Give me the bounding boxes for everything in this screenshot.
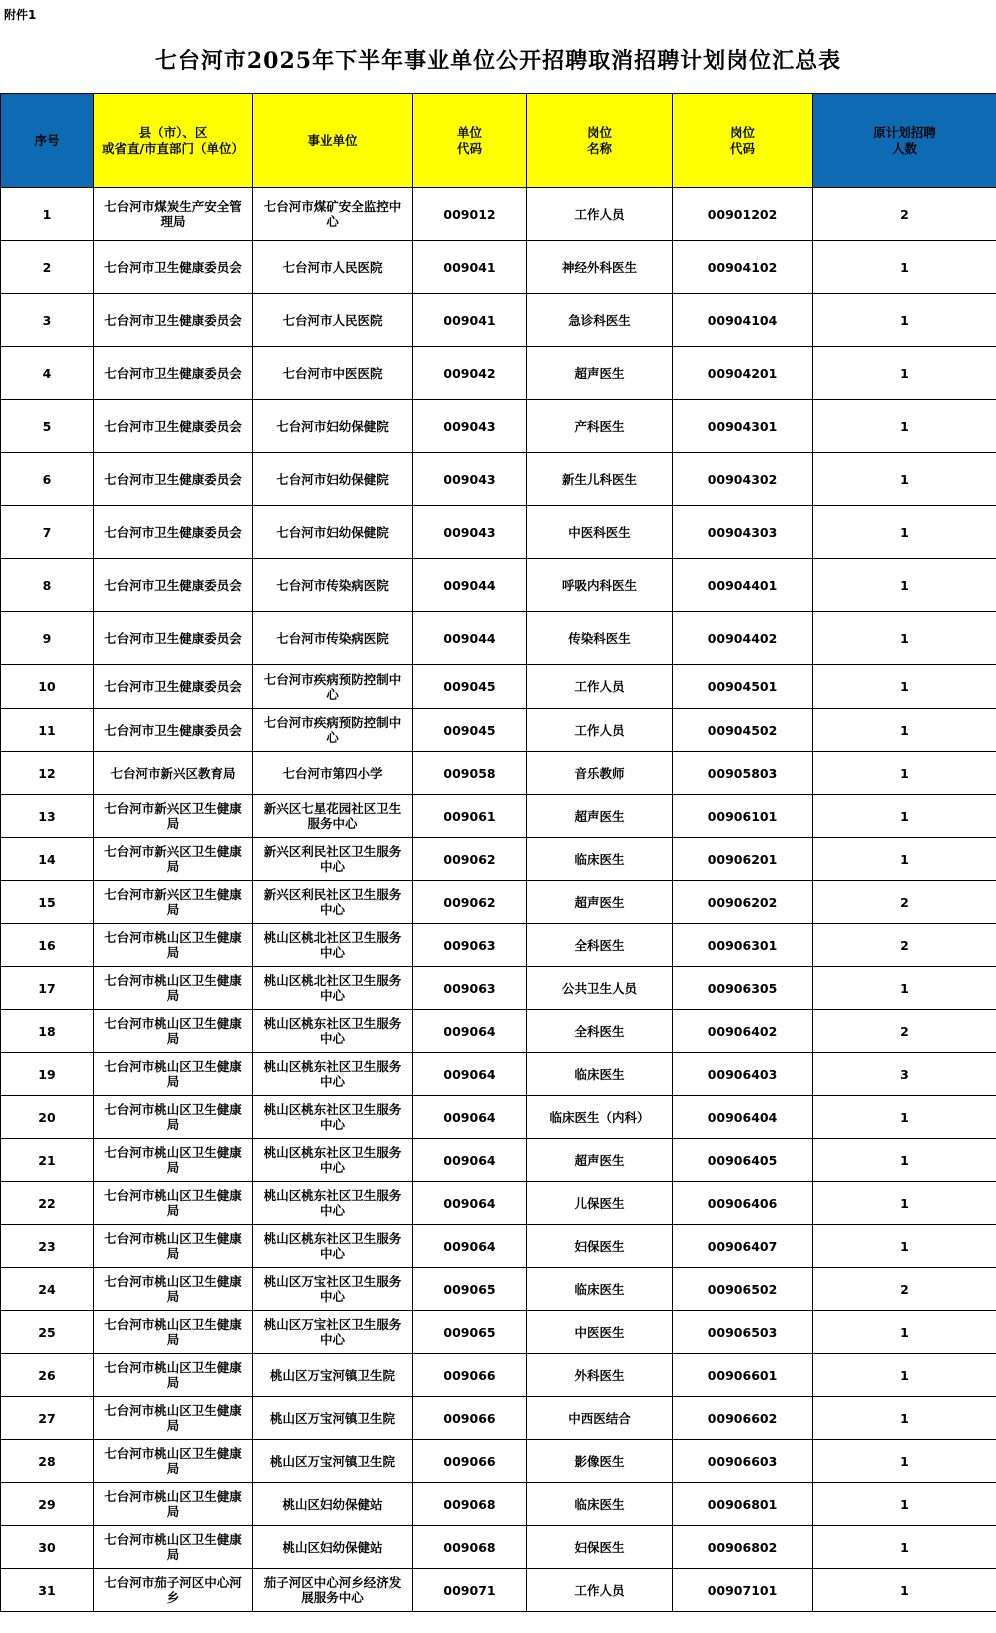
header-unit-code-line2: 代码 xyxy=(456,140,482,156)
cell-unit: 桃山区万宝河镇卫生院 xyxy=(253,1397,413,1440)
table-row xyxy=(1,1010,996,1053)
cell-planned-count: 1 xyxy=(813,1311,996,1354)
cell-post-name: 临床医生 xyxy=(527,1053,673,1096)
table-row xyxy=(1,1182,996,1225)
cell-post-name: 产科医生 xyxy=(527,400,673,453)
cell-post-code: 00906301 xyxy=(673,924,813,967)
cell-post-code: 00906601 xyxy=(673,1354,813,1397)
cell-unit-code: 009063 xyxy=(413,967,527,1010)
cell-post-code: 00906403 xyxy=(673,1053,813,1096)
cell-planned-count: 1 xyxy=(813,1096,996,1139)
cell-dept: 七台河市桃山区卫生健康局 xyxy=(94,1311,253,1354)
header-unit-code xyxy=(413,94,527,188)
cell-unit-code: 009065 xyxy=(413,1268,527,1311)
cell-dept: 七台河市煤炭生产安全管理局 xyxy=(94,188,253,241)
cell-unit: 桃山区桃东社区卫生服务中心 xyxy=(253,1182,413,1225)
cell-post-code: 00906503 xyxy=(673,1311,813,1354)
cell-planned-count: 1 xyxy=(813,665,996,709)
cell-post-name: 超声医生 xyxy=(527,347,673,400)
cell-unit: 七台河市妇幼保健院 xyxy=(253,400,413,453)
cell-unit-code: 009064 xyxy=(413,1010,527,1053)
cell-post-name: 急诊科医生 xyxy=(527,294,673,347)
header-post-name-line2: 名称 xyxy=(586,140,612,156)
cell-post-name: 临床医生 xyxy=(527,838,673,881)
cell-planned-count: 1 xyxy=(813,1225,996,1268)
cell-unit-code: 009044 xyxy=(413,559,527,612)
cell-post-name: 临床医生 xyxy=(527,1483,673,1526)
cell-unit-code: 009058 xyxy=(413,752,527,795)
cell-post-code: 00904201 xyxy=(673,347,813,400)
cell-post-code: 00901202 xyxy=(673,188,813,241)
header-seq: 序号 xyxy=(1,94,94,188)
table-row xyxy=(1,967,996,1010)
cell-post-code: 00906406 xyxy=(673,1182,813,1225)
cell-planned-count: 1 xyxy=(813,795,996,838)
cell-unit-code: 009065 xyxy=(413,1311,527,1354)
cell-unit-code: 009012 xyxy=(413,188,527,241)
cell-seq: 12 xyxy=(1,752,94,795)
cell-dept: 七台河市桃山区卫生健康局 xyxy=(94,924,253,967)
cell-unit: 桃山区桃东社区卫生服务中心 xyxy=(253,1139,413,1182)
cell-seq: 17 xyxy=(1,967,94,1010)
cell-post-code: 00906201 xyxy=(673,838,813,881)
cell-planned-count: 1 xyxy=(813,838,996,881)
cell-seq: 13 xyxy=(1,795,94,838)
cell-post-name: 儿保医生 xyxy=(527,1182,673,1225)
cell-unit-code: 009068 xyxy=(413,1483,527,1526)
cell-post-code: 00904502 xyxy=(673,709,813,752)
cell-unit: 桃山区桃东社区卫生服务中心 xyxy=(253,1053,413,1096)
cell-unit: 桃山区万宝社区卫生服务中心 xyxy=(253,1311,413,1354)
cell-dept: 七台河市卫生健康委员会 xyxy=(94,559,253,612)
cell-planned-count: 1 xyxy=(813,241,996,294)
cell-planned-count: 1 xyxy=(813,709,996,752)
cell-unit: 七台河市妇幼保健院 xyxy=(253,506,413,559)
cell-unit: 桃山区桃东社区卫生服务中心 xyxy=(253,1096,413,1139)
cell-dept: 七台河市桃山区卫生健康局 xyxy=(94,1139,253,1182)
header-post-name xyxy=(527,94,673,188)
cell-dept: 七台河市桃山区卫生健康局 xyxy=(94,1483,253,1526)
cell-unit: 桃山区桃北社区卫生服务中心 xyxy=(253,967,413,1010)
cell-planned-count: 1 xyxy=(813,1182,996,1225)
cell-unit: 桃山区万宝河镇卫生院 xyxy=(253,1354,413,1397)
cell-unit-code: 009041 xyxy=(413,241,527,294)
cell-dept: 七台河市桃山区卫生健康局 xyxy=(94,1010,253,1053)
table-row xyxy=(1,752,996,795)
cell-unit: 七台河市妇幼保健院 xyxy=(253,453,413,506)
table-row xyxy=(1,881,996,924)
cell-seq: 9 xyxy=(1,612,94,665)
table-row xyxy=(1,1311,996,1354)
cell-planned-count: 1 xyxy=(813,400,996,453)
cell-planned-count: 1 xyxy=(813,1483,996,1526)
cell-seq: 31 xyxy=(1,1569,94,1612)
cell-seq: 7 xyxy=(1,506,94,559)
cell-seq: 8 xyxy=(1,559,94,612)
recruitment-table xyxy=(0,93,996,1612)
cell-seq: 25 xyxy=(1,1311,94,1354)
cell-post-code: 00906603 xyxy=(673,1440,813,1483)
cell-post-code: 00906407 xyxy=(673,1225,813,1268)
cell-seq: 15 xyxy=(1,881,94,924)
cell-planned-count: 1 xyxy=(813,453,996,506)
cell-seq: 3 xyxy=(1,294,94,347)
cell-post-name: 工作人员 xyxy=(527,1569,673,1612)
table-row xyxy=(1,1397,996,1440)
cell-post-name: 中西医结合 xyxy=(527,1397,673,1440)
page-title: 七台河市2025年下半年事业单位公开招聘取消招聘计划岗位汇总表 xyxy=(154,48,842,74)
cell-seq: 29 xyxy=(1,1483,94,1526)
cell-seq: 27 xyxy=(1,1397,94,1440)
cell-post-name: 外科医生 xyxy=(527,1354,673,1397)
cell-seq: 24 xyxy=(1,1268,94,1311)
cell-dept: 七台河市卫生健康委员会 xyxy=(94,453,253,506)
table-row xyxy=(1,1483,996,1526)
cell-unit-code: 009064 xyxy=(413,1053,527,1096)
table-row xyxy=(1,709,996,752)
cell-unit-code: 009043 xyxy=(413,506,527,559)
cell-post-code: 00906402 xyxy=(673,1010,813,1053)
cell-planned-count: 1 xyxy=(813,1440,996,1483)
cell-unit-code: 009044 xyxy=(413,612,527,665)
table-row xyxy=(1,1225,996,1268)
cell-post-code: 00904401 xyxy=(673,559,813,612)
cell-post-name: 临床医生 xyxy=(527,1268,673,1311)
cell-unit-code: 009064 xyxy=(413,1225,527,1268)
cell-post-name: 工作人员 xyxy=(527,188,673,241)
cell-post-name: 全科医生 xyxy=(527,924,673,967)
cell-dept: 七台河市桃山区卫生健康局 xyxy=(94,967,253,1010)
cell-unit-code: 009043 xyxy=(413,400,527,453)
cell-dept: 七台河市桃山区卫生健康局 xyxy=(94,1225,253,1268)
cell-unit: 七台河市人民医院 xyxy=(253,294,413,347)
cell-dept: 七台河市桃山区卫生健康局 xyxy=(94,1397,253,1440)
cell-seq: 10 xyxy=(1,665,94,709)
header-dept-line2: 或省直/市直部门（单位） xyxy=(101,140,245,156)
cell-post-code: 00906101 xyxy=(673,795,813,838)
cell-unit-code: 009066 xyxy=(413,1440,527,1483)
cell-seq: 4 xyxy=(1,347,94,400)
cell-unit: 七台河市传染病医院 xyxy=(253,612,413,665)
header-post-name-line1: 岗位 xyxy=(586,124,612,140)
cell-planned-count: 2 xyxy=(813,188,996,241)
cell-planned-count: 1 xyxy=(813,612,996,665)
table-row xyxy=(1,1053,996,1096)
cell-dept: 七台河市桃山区卫生健康局 xyxy=(94,1053,253,1096)
cell-planned-count: 1 xyxy=(813,1139,996,1182)
cell-unit-code: 009064 xyxy=(413,1139,527,1182)
cell-post-name: 妇保医生 xyxy=(527,1526,673,1569)
cell-planned-count: 1 xyxy=(813,294,996,347)
table-row xyxy=(1,400,996,453)
cell-planned-count: 2 xyxy=(813,924,996,967)
cell-unit: 桃山区桃东社区卫生服务中心 xyxy=(253,1225,413,1268)
cell-unit: 七台河市第四小学 xyxy=(253,752,413,795)
cell-dept: 七台河市卫生健康委员会 xyxy=(94,347,253,400)
header-post-code xyxy=(673,94,813,188)
cell-post-name: 中医科医生 xyxy=(527,506,673,559)
cell-unit: 桃山区妇幼保健站 xyxy=(253,1526,413,1569)
cell-unit: 桃山区万宝社区卫生服务中心 xyxy=(253,1268,413,1311)
attachment-label: 附件1 xyxy=(4,8,37,22)
cell-seq: 20 xyxy=(1,1096,94,1139)
cell-seq: 6 xyxy=(1,453,94,506)
cell-post-name: 影像医生 xyxy=(527,1440,673,1483)
cell-post-code: 00906802 xyxy=(673,1526,813,1569)
cell-seq: 16 xyxy=(1,924,94,967)
cell-unit: 桃山区妇幼保健站 xyxy=(253,1483,413,1526)
cell-post-code: 00904104 xyxy=(673,294,813,347)
cell-seq: 18 xyxy=(1,1010,94,1053)
table-row xyxy=(1,294,996,347)
cell-unit-code: 009041 xyxy=(413,294,527,347)
header-dept-line1: 县（市）、区 xyxy=(138,124,208,140)
cell-unit-code: 009071 xyxy=(413,1569,527,1612)
cell-unit: 新兴区利民社区卫生服务中心 xyxy=(253,881,413,924)
cell-dept: 七台河市卫生健康委员会 xyxy=(94,241,253,294)
cell-post-name: 超声医生 xyxy=(527,795,673,838)
cell-unit-code: 009066 xyxy=(413,1354,527,1397)
cell-dept: 七台河市卫生健康委员会 xyxy=(94,709,253,752)
header-dept xyxy=(94,94,253,188)
cell-seq: 19 xyxy=(1,1053,94,1096)
cell-dept: 七台河市卫生健康委员会 xyxy=(94,612,253,665)
table-row xyxy=(1,665,996,709)
cell-unit-code: 009064 xyxy=(413,1096,527,1139)
cell-planned-count: 1 xyxy=(813,506,996,559)
table-row xyxy=(1,1526,996,1569)
table-row xyxy=(1,1354,996,1397)
cell-dept: 七台河市桃山区卫生健康局 xyxy=(94,1354,253,1397)
cell-dept: 七台河市新兴区卫生健康局 xyxy=(94,838,253,881)
cell-seq: 5 xyxy=(1,400,94,453)
cell-unit-code: 009068 xyxy=(413,1526,527,1569)
header-planned-line1: 原计划招聘 xyxy=(873,124,936,140)
cell-post-name: 中医医生 xyxy=(527,1311,673,1354)
cell-post-name: 新生儿科医生 xyxy=(527,453,673,506)
cell-post-code: 00906305 xyxy=(673,967,813,1010)
header-unit: 事业单位 xyxy=(253,94,413,188)
cell-post-name: 工作人员 xyxy=(527,709,673,752)
cell-unit: 七台河市疾病预防控制中心 xyxy=(253,665,413,709)
table-row xyxy=(1,1096,996,1139)
cell-planned-count: 1 xyxy=(813,967,996,1010)
cell-post-code: 00904301 xyxy=(673,400,813,453)
cell-planned-count: 1 xyxy=(813,1569,996,1612)
table-row xyxy=(1,1440,996,1483)
cell-post-name: 超声医生 xyxy=(527,1139,673,1182)
cell-post-code: 00904402 xyxy=(673,612,813,665)
cell-post-code: 00905803 xyxy=(673,752,813,795)
cell-post-name: 神经外科医生 xyxy=(527,241,673,294)
header-row xyxy=(1,94,996,188)
cell-unit: 新兴区七星花园社区卫生服务中心 xyxy=(253,795,413,838)
cell-unit-code: 009045 xyxy=(413,709,527,752)
cell-dept: 七台河市卫生健康委员会 xyxy=(94,400,253,453)
table-row xyxy=(1,838,996,881)
table-row xyxy=(1,795,996,838)
header-post-code-line1: 岗位 xyxy=(729,124,755,140)
cell-dept: 七台河市卫生健康委员会 xyxy=(94,506,253,559)
cell-post-name: 工作人员 xyxy=(527,665,673,709)
cell-unit: 七台河市传染病医院 xyxy=(253,559,413,612)
header-unit-code-line1: 单位 xyxy=(456,124,482,140)
cell-planned-count: 1 xyxy=(813,752,996,795)
cell-dept: 七台河市卫生健康委员会 xyxy=(94,665,253,709)
cell-planned-count: 3 xyxy=(813,1053,996,1096)
table-row xyxy=(1,559,996,612)
cell-dept: 七台河市新兴区卫生健康局 xyxy=(94,881,253,924)
cell-dept: 七台河市桃山区卫生健康局 xyxy=(94,1182,253,1225)
cell-post-code: 00906404 xyxy=(673,1096,813,1139)
cell-post-code: 00904302 xyxy=(673,453,813,506)
cell-seq: 21 xyxy=(1,1139,94,1182)
header-planned-count xyxy=(813,94,996,188)
cell-post-code: 00906502 xyxy=(673,1268,813,1311)
cell-unit-code: 009063 xyxy=(413,924,527,967)
cell-post-name: 临床医生（内科） xyxy=(527,1096,673,1139)
table-row xyxy=(1,188,996,241)
table-row xyxy=(1,506,996,559)
cell-unit-code: 009043 xyxy=(413,453,527,506)
cell-seq: 14 xyxy=(1,838,94,881)
cell-unit-code: 009062 xyxy=(413,838,527,881)
cell-unit-code: 009045 xyxy=(413,665,527,709)
cell-unit: 七台河市人民医院 xyxy=(253,241,413,294)
cell-post-name: 公共卫生人员 xyxy=(527,967,673,1010)
table-row xyxy=(1,347,996,400)
header-planned-line2: 人数 xyxy=(891,140,917,156)
cell-unit-code: 009066 xyxy=(413,1397,527,1440)
cell-post-code: 00906405 xyxy=(673,1139,813,1182)
table-row xyxy=(1,1139,996,1182)
cell-post-name: 音乐教师 xyxy=(527,752,673,795)
table-row xyxy=(1,1268,996,1311)
cell-planned-count: 1 xyxy=(813,1354,996,1397)
cell-dept: 七台河市桃山区卫生健康局 xyxy=(94,1440,253,1483)
cell-unit: 七台河市煤矿安全监控中心 xyxy=(253,188,413,241)
cell-post-name: 超声医生 xyxy=(527,881,673,924)
table-row xyxy=(1,924,996,967)
cell-unit: 桃山区万宝河镇卫生院 xyxy=(253,1440,413,1483)
cell-planned-count: 2 xyxy=(813,1268,996,1311)
cell-unit: 桃山区桃北社区卫生服务中心 xyxy=(253,924,413,967)
cell-seq: 11 xyxy=(1,709,94,752)
cell-planned-count: 1 xyxy=(813,347,996,400)
cell-dept: 七台河市桃山区卫生健康局 xyxy=(94,1526,253,1569)
cell-dept: 七台河市桃山区卫生健康局 xyxy=(94,1268,253,1311)
cell-post-code: 00904102 xyxy=(673,241,813,294)
cell-seq: 28 xyxy=(1,1440,94,1483)
cell-dept: 七台河市茄子河区中心河乡 xyxy=(94,1569,253,1612)
cell-unit: 新兴区利民社区卫生服务中心 xyxy=(253,838,413,881)
cell-unit-code: 009042 xyxy=(413,347,527,400)
cell-post-name: 呼吸内科医生 xyxy=(527,559,673,612)
table-row xyxy=(1,1569,996,1612)
cell-dept: 七台河市新兴区教育局 xyxy=(94,752,253,795)
table-row xyxy=(1,453,996,506)
cell-planned-count: 2 xyxy=(813,881,996,924)
cell-seq: 22 xyxy=(1,1182,94,1225)
cell-unit-code: 009061 xyxy=(413,795,527,838)
cell-unit: 桃山区桃东社区卫生服务中心 xyxy=(253,1010,413,1053)
cell-unit: 七台河市疾病预防控制中心 xyxy=(253,709,413,752)
table-row xyxy=(1,612,996,665)
cell-seq: 30 xyxy=(1,1526,94,1569)
cell-post-code: 00906801 xyxy=(673,1483,813,1526)
cell-post-code: 00906202 xyxy=(673,881,813,924)
cell-unit: 七台河市中医医院 xyxy=(253,347,413,400)
cell-seq: 26 xyxy=(1,1354,94,1397)
cell-planned-count: 1 xyxy=(813,559,996,612)
cell-planned-count: 2 xyxy=(813,1010,996,1053)
cell-dept: 七台河市卫生健康委员会 xyxy=(94,294,253,347)
cell-post-name: 妇保医生 xyxy=(527,1225,673,1268)
cell-seq: 1 xyxy=(1,188,94,241)
cell-planned-count: 1 xyxy=(813,1526,996,1569)
cell-unit: 茄子河区中心河乡经济发展服务中心 xyxy=(253,1569,413,1612)
cell-post-code: 00906602 xyxy=(673,1397,813,1440)
cell-dept: 七台河市桃山区卫生健康局 xyxy=(94,1096,253,1139)
cell-unit-code: 009062 xyxy=(413,881,527,924)
cell-post-code: 00907101 xyxy=(673,1569,813,1612)
cell-unit-code: 009064 xyxy=(413,1182,527,1225)
cell-seq: 23 xyxy=(1,1225,94,1268)
cell-dept: 七台河市新兴区卫生健康局 xyxy=(94,795,253,838)
cell-post-name: 全科医生 xyxy=(527,1010,673,1053)
cell-seq: 2 xyxy=(1,241,94,294)
cell-post-code: 00904501 xyxy=(673,665,813,709)
cell-post-name: 传染科医生 xyxy=(527,612,673,665)
cell-post-code: 00904303 xyxy=(673,506,813,559)
header-post-code-line2: 代码 xyxy=(729,140,755,156)
table-row xyxy=(1,241,996,294)
cell-planned-count: 1 xyxy=(813,1397,996,1440)
